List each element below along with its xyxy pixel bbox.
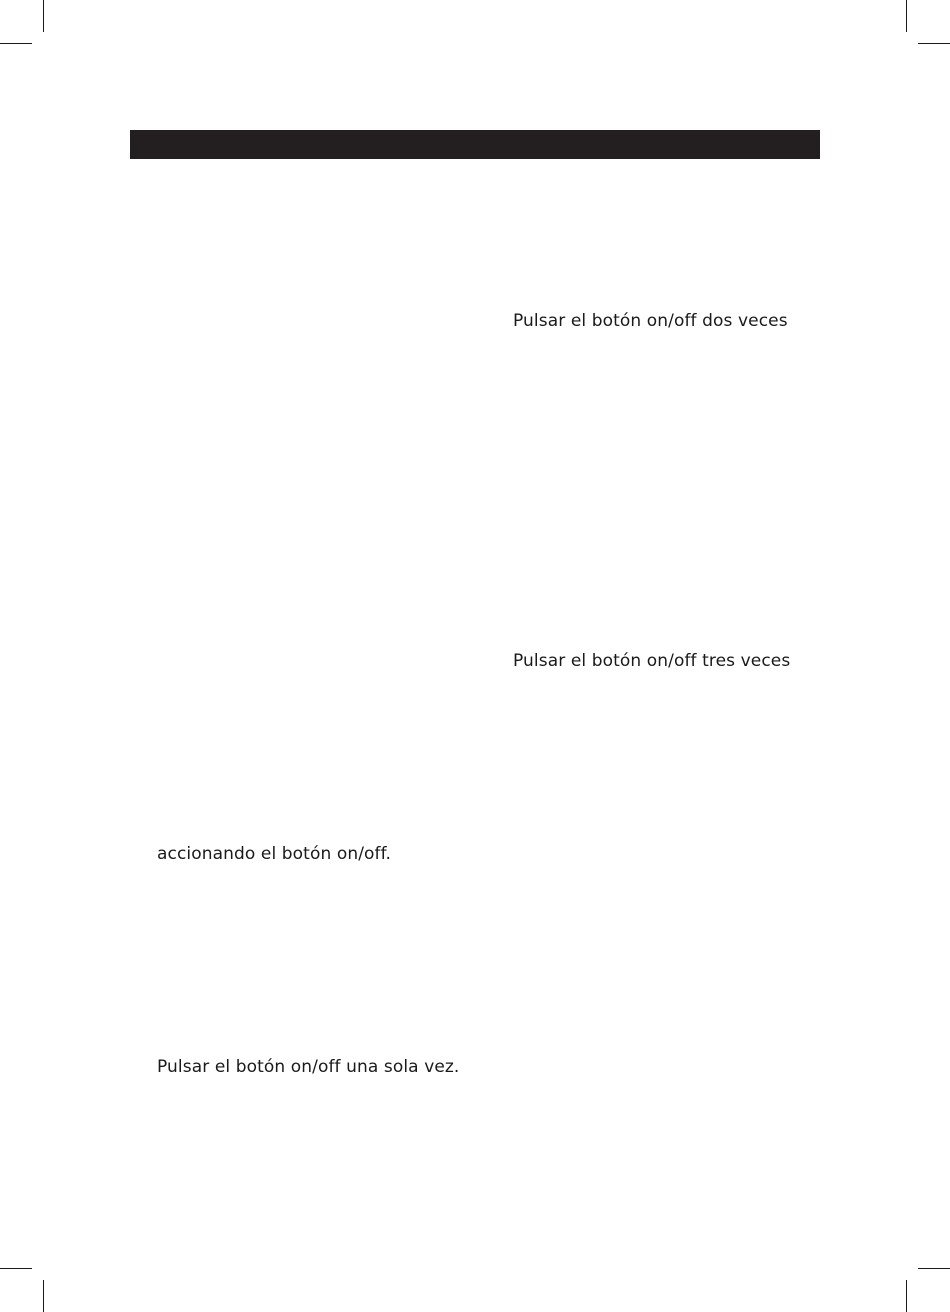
instruction-press-three-times: Pulsar el botón on/off tres veces — [513, 651, 791, 671]
instruction-press-once: Pulsar el botón on/off una sola vez. — [157, 1057, 460, 1077]
instruction-press-twice: Pulsar el botón on/off dos veces — [513, 311, 788, 331]
header-bar — [130, 130, 820, 159]
crop-mark-bottom-right-horizontal — [918, 1268, 950, 1269]
crop-mark-bottom-left-vertical — [43, 1280, 44, 1312]
crop-mark-top-right-horizontal — [918, 43, 950, 44]
crop-mark-top-left-vertical — [43, 0, 44, 32]
crop-mark-top-left-horizontal — [0, 43, 32, 44]
instruction-operating-button: accionando el botón on/off. — [157, 844, 391, 864]
crop-mark-bottom-right-vertical — [906, 1280, 907, 1312]
crop-mark-top-right-vertical — [906, 0, 907, 32]
crop-mark-bottom-left-horizontal — [0, 1268, 32, 1269]
